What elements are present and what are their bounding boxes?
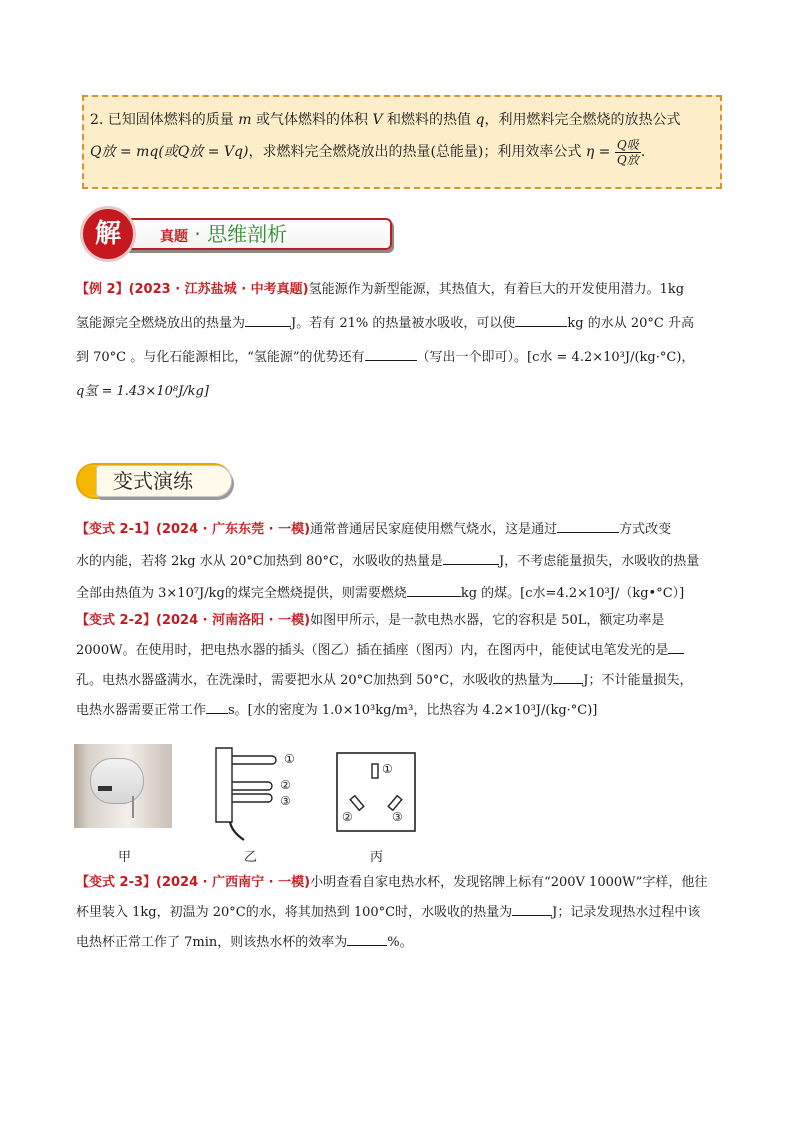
hint-text: 2. 已知固体燃料的质量 <box>90 112 234 128</box>
fraction-denominator: Q放 <box>616 152 639 167</box>
question-text: J；记录发现热水过程中该 <box>552 905 701 920</box>
question-text: 氢能源完全燃烧放出的热量为 <box>76 316 246 331</box>
section-header-practice <box>76 463 232 499</box>
question-tag: 【变式 2-2】(2024 · 河南洛阳 · 一模) <box>76 613 311 628</box>
hint-line-2 <box>90 136 714 168</box>
hint-text: 或气体燃料的体积 <box>256 112 368 128</box>
figure-caption-c: 丙 <box>370 850 384 865</box>
hint-box <box>82 95 722 189</box>
question-text: %。 <box>387 935 413 950</box>
variant-2-3 <box>76 868 726 958</box>
example-2 <box>76 273 726 409</box>
symbol-m: m <box>238 112 252 128</box>
question-text: kg 的水从 20°C 升高 <box>567 316 694 331</box>
label-3: ③ <box>280 794 291 808</box>
fraction-numerator: Q吸 <box>616 137 639 152</box>
question-text: 孔。电热水器盛满水，在洗澡时，需要把水从 20°C加热到 50°C，水吸收的热量为 <box>76 673 554 688</box>
answer-blank <box>347 931 387 946</box>
hint-text: ，利用燃料完全燃烧的放热公式 <box>484 112 681 128</box>
answer-blank <box>245 312 291 327</box>
answer-blank <box>553 669 583 684</box>
socket-hole-3 <box>388 796 402 811</box>
socket-hole-1 <box>372 764 378 778</box>
hint-text: ，求燃料完全燃烧放出的热量(总能量)；利用效率公式 <box>248 144 582 160</box>
label-2: ② <box>280 778 291 792</box>
question-text: 到 70°C 。与化石能源相比，“氢能源”的优势还有 <box>76 350 365 365</box>
symbol-q: q <box>475 112 485 128</box>
question-tag: 【例 2】(2023 · 江苏盐城 · 中考真题) <box>76 282 309 297</box>
label-2: ② <box>342 810 353 824</box>
label-1: ① <box>284 752 295 766</box>
question-text: 全部由热值为 3×10⁷J/kg的煤完全燃烧提供，则需要燃烧 <box>76 586 407 601</box>
answer-blank <box>668 639 684 654</box>
solve-icon: 解 <box>80 206 136 262</box>
section-title-bar <box>122 218 392 250</box>
answer-blank <box>365 346 417 361</box>
variant-2-1 <box>76 514 726 610</box>
question-text: 小明查看自家电热水杯，发现铭牌上标有“200V 1000W”字样，他往 <box>310 875 708 890</box>
hint-text: . <box>640 144 646 160</box>
answer-blank <box>512 901 552 916</box>
plug-pin-3 <box>232 794 272 802</box>
plug-cord <box>230 822 244 840</box>
question-text: 氢能源作为新型能源，其热值大，有着巨大的开发使用潜力。1kg <box>308 282 685 297</box>
plug-body <box>216 748 232 822</box>
answer-blank <box>407 582 461 597</box>
section-header-solve <box>80 206 316 262</box>
socket-hole-2 <box>350 796 364 811</box>
question-text: 杯里装入 1kg，初温为 20°C的水，将其加热到 100°C时，水吸收的热量为 <box>76 905 513 920</box>
answer-blank <box>443 550 499 565</box>
question-text: （写出一个即可）。[c水 = 4.2×10³J/(kg·°C)， <box>416 350 695 365</box>
question-tag: 【变式 2-1】(2024 · 广东东莞 · 一模) <box>76 522 311 537</box>
label-3: ③ <box>392 810 403 824</box>
given-constant: q氢 = 1.43×10⁸J/kg] <box>76 384 209 399</box>
question-text: 电热杯正常工作了 7min，则该热水杯的效率为 <box>76 935 348 950</box>
hint-line-1 <box>90 104 714 136</box>
plug-pin-2 <box>232 782 272 790</box>
label-1: ① <box>382 762 393 776</box>
question-text: 电热水器需要正常工作 <box>76 703 207 718</box>
water-heater-photo <box>74 744 172 828</box>
efficiency-symbol: η = <box>585 144 611 160</box>
question-text: 水的内能，若将 2kg 水从 20°C加热到 80°C，水吸收的热量是 <box>76 554 443 569</box>
heat-formula: Q放 = mq(或Q放 = Vq) <box>90 144 249 160</box>
hint-text: 和燃料的热值 <box>387 112 472 128</box>
question-text: J；不计能量损失， <box>583 673 693 688</box>
figure-caption-b: 乙 <box>244 850 258 865</box>
figure-caption-a: 甲 <box>118 850 132 865</box>
question-text: J，不考虑能量损失，水吸收的热量 <box>498 554 700 569</box>
question-text: 2000W。在使用时，把电热水器的插头（图乙）插在插座（图丙）内，在图丙中，能使试电笔发光的是 <box>76 643 669 658</box>
question-text: kg 的煤。[c水=4.2×10³J/（kg•°C）] <box>460 586 685 601</box>
symbol-v: V <box>372 112 383 128</box>
control-panel <box>98 786 112 791</box>
water-pipe <box>132 796 134 818</box>
question-text: s。[水的密度为 1.0×10³kg/m³，比热容为 4.2×10³J/(kg·°C)] <box>228 703 598 718</box>
figures-row <box>74 744 434 864</box>
question-text: J。若有 21% 的热量被水吸收，可以使 <box>291 316 516 331</box>
plug-pin-1 <box>232 756 276 764</box>
water-heater-icon <box>90 758 144 804</box>
section-title: · 思维剖析 <box>194 222 288 246</box>
question-text: 如图甲所示，是一款电热水器，它的容积是 50L，额定功率是 <box>310 613 665 628</box>
efficiency-fraction <box>615 138 641 167</box>
answer-blank <box>515 312 567 327</box>
variant-2-2 <box>76 606 726 726</box>
answer-blank <box>557 518 619 533</box>
section-title-keyword: 真题 <box>160 229 188 245</box>
answer-blank <box>206 699 228 714</box>
question-text: 方式改变 <box>619 522 672 537</box>
question-tag: 【变式 2-3】(2024 · 广西南宁 · 一模) <box>76 875 311 890</box>
question-text: 通常普通居民家庭使用燃气烧水，这是通过 <box>310 522 558 537</box>
section-title: 变式演练 <box>96 465 232 497</box>
